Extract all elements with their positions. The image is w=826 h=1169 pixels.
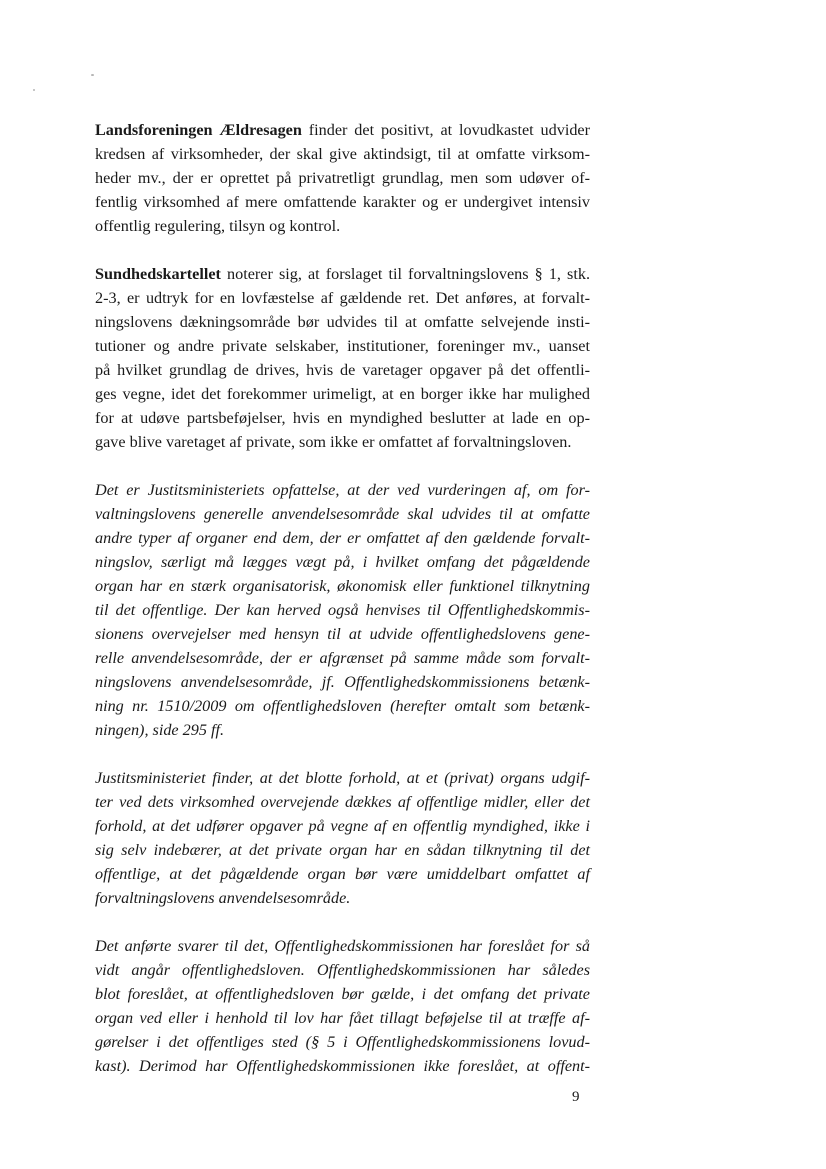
paragraph-commission-comparison — [95, 934, 590, 1078]
text-line: organ har en stærk organisatorisk, økonomisk eller funktionel tilknytning — [95, 577, 590, 595]
text-line: på hvilket grundlag de drives, hvis de varetager opgaver på det offentli- — [95, 361, 590, 379]
paragraph-aeldresagen — [95, 118, 590, 238]
text-line: ningslovens anvendelsesområde, jf. Offentlighedskommissionens betænk- — [95, 673, 590, 691]
text-line: 2-3, er udtryk for en lovfæstelse af gældende ret. Det anføres, at forvalt- — [95, 289, 590, 307]
text-line: sig selv indebærer, at det private organ har en sådan tilknytning til det — [95, 841, 590, 859]
text-line: Landsforeningen Ældresagen finder det positivt, at lovudkastet udvider — [95, 121, 590, 139]
text-line: blot foreslået, at offentlighedsloven bør gælde, i det omfang det private — [95, 985, 590, 1003]
text-line: Justitsministeriet finder, at det blotte forhold, at et (privat) organs udgif- — [95, 769, 590, 787]
text-line: til det offentlige. Der kan herved også henvises til Offentlighedskommis- — [95, 601, 590, 619]
text-line: gørelser i det offentliges sted (§ 5 i Offentlighedskommissionens lovud- — [95, 1033, 590, 1051]
text-line: valtningslovens generelle anvendelsesområde skal udvides til at omfatte — [95, 505, 590, 523]
text-line: gave blive varetaget af private, som ikke er omfattet af forvaltningsloven. — [95, 433, 572, 451]
text-line: tutioner og andre private selskaber, institutioner, foreninger mv., uanset — [95, 337, 590, 355]
paragraph-lead: Landsforeningen Ældresagen — [95, 121, 302, 139]
text-line: forhold, at det udfører opgaver på vegne af en offentlig myndighed, ikke i — [95, 817, 590, 835]
text-line: ning nr. 1510/2009 om offentlighedsloven (herefter omtalt som betænk- — [95, 697, 590, 715]
page-number: 9 — [572, 1089, 580, 1105]
text-line: sionens overvejelser med hensyn til at udvide offentlighedslovens gene- — [95, 625, 590, 643]
text-line: for at udøve partsbeføjelser, hvis en myndighed beslutter at lade en op- — [95, 409, 590, 427]
paragraph-sundhedskartellet — [95, 262, 590, 454]
text-line: offentlige, at det pågældende organ bør være umiddelbart omfattet af — [95, 865, 590, 883]
text-line: relle anvendelsesområde, der er afgrænset på samme måde som forvalt- — [95, 649, 590, 667]
text-line: andre typer af organer end dem, der er omfattet af den gældende forvalt- — [95, 529, 590, 547]
text-line: ningslovens dækningsområde bør udvides til at omfatte selvejende insti- — [95, 313, 590, 331]
text-line: fentlig virksomhed af mere omfattende karakter og er undergivet intensiv — [95, 193, 590, 211]
text-line: Det anførte svarer til det, Offentlighedskommissionen har foreslået for så — [95, 937, 590, 955]
text-line: heder mv., der er oprettet på privatretligt grundlag, men som udøver of- — [95, 169, 590, 187]
text-line: Sundhedskartellet noterer sig, at forslaget til forvaltningslovens § 1, stk. — [95, 265, 590, 283]
text-line: kredsen af virksomheder, der skal give aktindsigt, til at omfatte virksom- — [95, 145, 590, 163]
text-line: offentlig regulering, tilsyn og kontrol. — [95, 217, 341, 235]
text-line: organ ved eller i henhold til lov har fået tillagt beføjelse til at træffe af- — [95, 1009, 590, 1027]
text-line: ges vegne, idet det forekommer urimeligt, at en borger ikke har mulighed — [95, 385, 590, 403]
scan-speck — [91, 74, 94, 76]
paragraph-ministry-finding — [95, 766, 590, 910]
scan-speck — [33, 89, 35, 91]
text-line: ter ved dets virksomhed overvejende dækkes af offentlige midler, eller det — [95, 793, 590, 811]
text-line: Det er Justitsministeriets opfattelse, at der ved vurderingen af, om for- — [95, 481, 590, 499]
text-line: ningslov, særligt må lægges vægt på, i hvilket omfang det pågældende — [95, 553, 590, 571]
text-line: kast). Derimod har Offentlighedskommissionen ikke foreslået, at offent- — [95, 1057, 590, 1075]
text-line: ningen), side 295 ff. — [95, 721, 225, 739]
text-line: vidt angår offentlighedsloven. Offentlighedskommissionen har således — [95, 961, 590, 979]
paragraph-ministry-opinion — [95, 478, 590, 742]
text-line: forvaltningslovens anvendelsesområde. — [95, 889, 351, 907]
paragraph-lead: Sundhedskartellet — [95, 265, 221, 283]
